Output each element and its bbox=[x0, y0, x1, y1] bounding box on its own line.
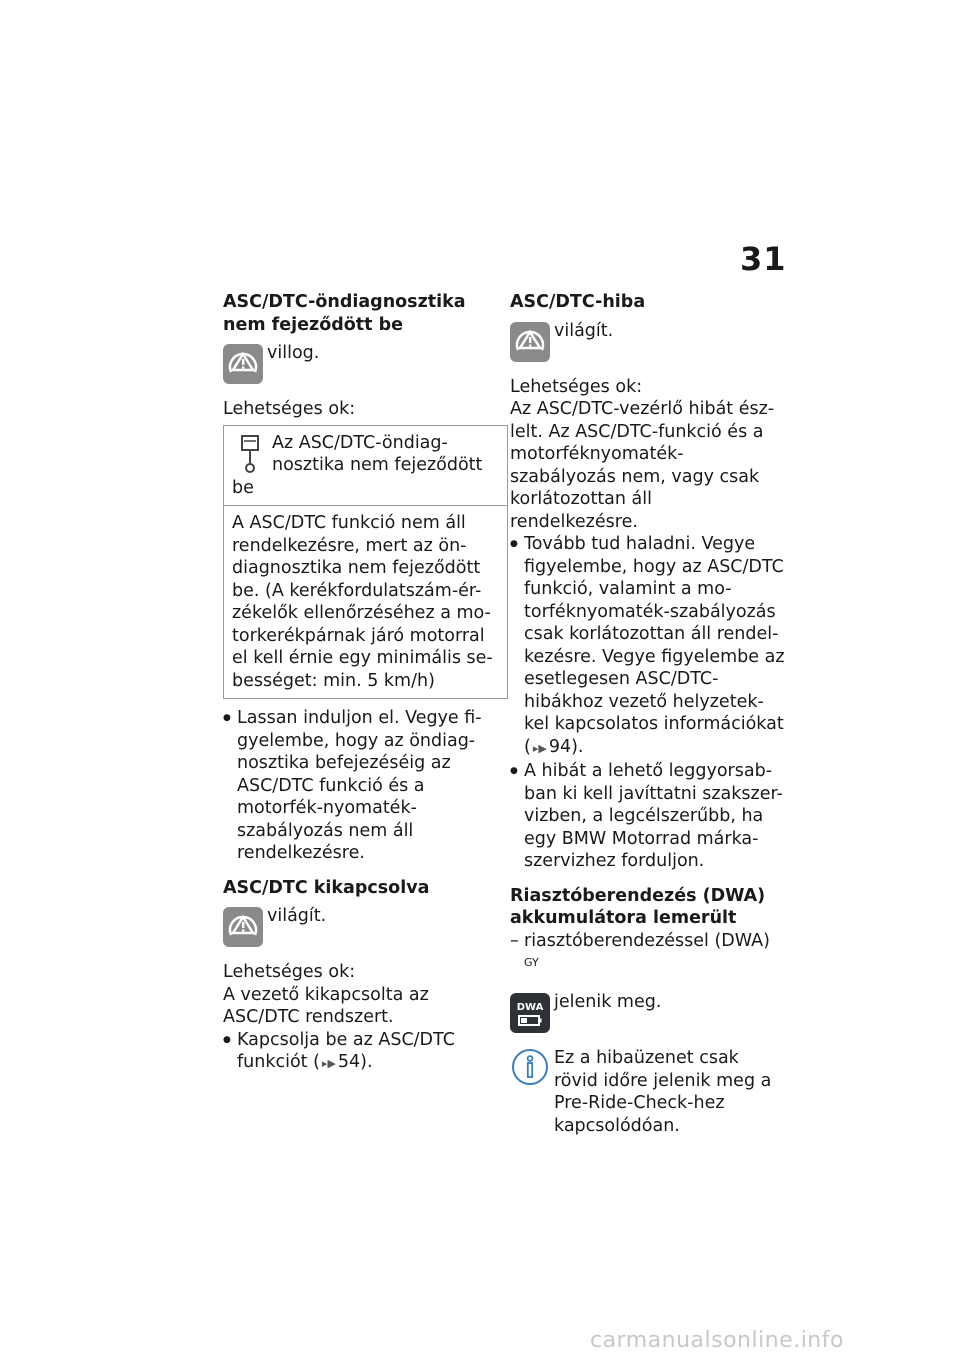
page-number: 31 bbox=[740, 240, 787, 278]
dwa-battery-icon bbox=[510, 993, 550, 1033]
info-note-row bbox=[510, 1047, 785, 1137]
info-box-title: Az ASC/DTC-öndiag-nosztika nem fejeződött be bbox=[232, 432, 483, 498]
info-note-text: Ez a hibaüzenet csak rövid időre jelenik meg a Pre-Ride-Check-hez kapcsolódóan. bbox=[554, 1048, 772, 1136]
right-column bbox=[510, 291, 785, 1147]
info-box-body: A ASC/DTC funkció nem áll rendelkezésre, mert az ön-diagnosztika nem fejeződött be. (A kerékfordulatszám-ér-zékelők ellenőrzéséhez a mo-torkerékpárnak járó motorral el kell érnie egy minimális se-bességet: min. 5 km/h) bbox=[224, 505, 507, 698]
action-list bbox=[223, 1029, 508, 1076]
indicator-row-asc-off bbox=[223, 905, 508, 951]
dash-item bbox=[510, 930, 785, 980]
section-title-asc-off: ASC/DTC kikapcsolva bbox=[223, 877, 430, 898]
page-reference[interactable]: 54). bbox=[337, 1052, 373, 1072]
list-item-text: Kapcsolja be az ASC/DTC funkciót ( bbox=[237, 1029, 455, 1072]
section-title-asc-fault: ASC/DTC-hiba bbox=[510, 292, 646, 312]
list-item bbox=[223, 1029, 508, 1076]
dash-item-text: riasztóberendezéssel (DWA) bbox=[524, 930, 770, 951]
watermark: carmanualsonline.info bbox=[590, 1328, 844, 1353]
info-box bbox=[223, 425, 508, 700]
indicator-text: jelenik meg. bbox=[554, 992, 662, 1013]
dwa-icon-label: DWA bbox=[516, 1002, 544, 1014]
section-title-selfdiag: ASC/DTC-öndiagnosztika nem fejeződött be bbox=[223, 292, 466, 335]
list-item bbox=[510, 533, 785, 760]
cause-label: Lehetséges ok: bbox=[223, 399, 356, 419]
indicator-text: világít. bbox=[267, 906, 327, 926]
warning-triangle-icon bbox=[510, 322, 550, 362]
indicator-text: villog. bbox=[267, 343, 320, 363]
info-icon bbox=[510, 1047, 550, 1087]
cause-text: Az ASC/DTC-vezérlő hibát ész-lelt. Az ASC/DTC-funkció és a motorféknyomaték-szabályozás nem, vagy csak korlátozottan áll rendelkezésre. bbox=[510, 399, 775, 532]
list-item-text: Tovább tud haladni. Vegye figyelembe, hogy az ASC/DTC funkció, valamint a mo-torféknyomaték-szabályozás csak korlátozottan áll rendel-kezésre. Vegye figyelembe az esetlegesen ASC/DTC-hibákhoz vezető helyzetek-kel kapcsolatos információkat ( bbox=[524, 534, 785, 757]
equipment-code: GY bbox=[524, 956, 539, 969]
list-item: ● Lassan induljon el. Vegye fi-gyelembe, hogy az öndiag-nosztika befejezéséig az ASC/DTC funkció és a motorfék-nyomaték-szabályozás nem áll rendelkezésre. bbox=[223, 707, 508, 865]
info-box-head bbox=[224, 426, 507, 506]
cause-label: Lehetséges ok: bbox=[223, 962, 356, 982]
left-column bbox=[223, 291, 508, 1076]
arrow-ref-icon: ▸▶ bbox=[532, 741, 547, 755]
action-list bbox=[223, 707, 508, 865]
indicator-row-dwa bbox=[510, 991, 785, 1037]
warning-triangle-icon bbox=[223, 344, 263, 384]
indicator-text: világít. bbox=[554, 320, 614, 341]
piston-icon bbox=[232, 432, 272, 476]
cause-text: A vezető kikapcsolta az ASC/DTC rendszert. bbox=[223, 984, 429, 1027]
list-item: ● A hibát a lehető leggyorsab-ban ki kell javíttatni szakszer-vizben, a legcélszerűbb, ha egy BMW Motorrad márka-szervizhez forduljon. bbox=[510, 760, 785, 873]
arrow-ref-icon: ▸▶ bbox=[321, 1057, 336, 1070]
section-title-dwa-battery: Riasztóberendezés (DWA) akkumulátora lemerült bbox=[510, 885, 766, 928]
indicator-row-selfdiag bbox=[223, 342, 508, 388]
page-reference[interactable]: 94). bbox=[548, 736, 584, 757]
warning-triangle-icon bbox=[223, 907, 263, 947]
cause-label: Lehetséges ok: bbox=[510, 376, 643, 397]
action-list bbox=[510, 533, 785, 873]
indicator-row-asc-fault bbox=[510, 320, 785, 366]
